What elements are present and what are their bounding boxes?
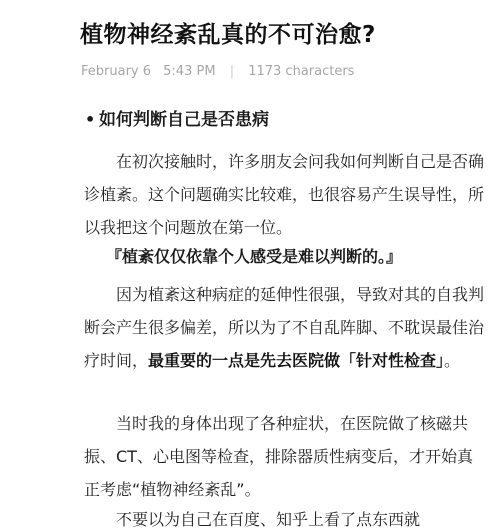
paragraph-2-emphasis: 最重要的一点是先去医院做「针对性检查」 xyxy=(148,351,445,370)
paragraph-2-end: 。 xyxy=(444,351,461,370)
meta-time: 5:43 PM xyxy=(163,64,216,79)
paragraph-3: 当时我的身体出现了各种症状，在医院做了核磁共振、CT、心电图等检查，排除器质性病变后，才开始真正考虑“植物神经紊乱”。 xyxy=(84,414,473,499)
meta-character-count: 1173 characters xyxy=(248,64,355,79)
meta-date: February 6 xyxy=(81,64,152,79)
article-title: 植物神经紊乱真的不可治愈? xyxy=(80,22,376,48)
bullet-icon: • xyxy=(85,110,96,129)
section-heading xyxy=(85,106,485,134)
paragraph-1: 在初次接触时，许多朋友会问我如何判断自己是否确诊植紊。这个问题确实比较难，也很容易产生误导性，所以我把这个问题放在第一位。 xyxy=(84,152,485,237)
paragraph-4: 不要以为自己在百度、知乎上看了点东西就 xyxy=(116,510,421,529)
paragraph-2 xyxy=(84,278,486,377)
section-heading-text: 如何判断自己是否患病 xyxy=(99,110,269,130)
article-meta xyxy=(81,62,481,82)
paragraph-2-text: 因为植紊这种病症的延伸性很强，导致对其的自我判断会产生很多偏差，所以为了不自乱阵脚、不耽误最佳治疗时间， xyxy=(84,285,485,370)
meta-separator: | xyxy=(229,64,235,79)
quote-line: 『植紊仅仅依靠个人感受是难以判断的。』 xyxy=(106,247,403,266)
